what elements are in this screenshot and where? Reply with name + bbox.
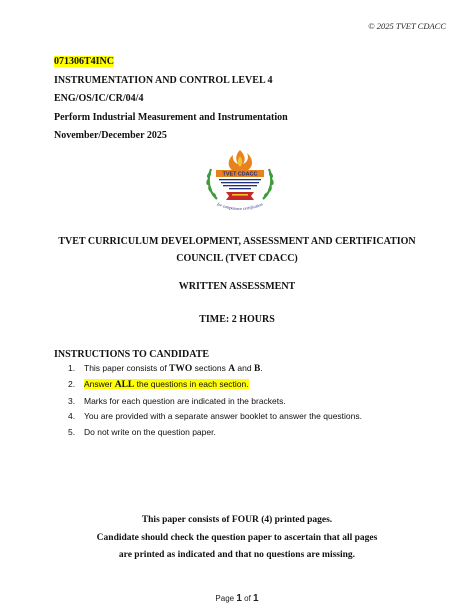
qualification-title: INSTRUMENTATION AND CONTROL LEVEL 4	[54, 74, 273, 86]
council-name: TVET CURRICULUM DEVELOPMENT, ASSESSMENT AND CERTIFICATION COUNCIL (TVET CDACC)	[58, 236, 416, 264]
copyright-notice: © 2025 TVET CDACC	[368, 21, 446, 31]
exam-session: November/December 2025	[54, 130, 167, 142]
instruction-item: 1. This paper consists of TWO sections A and B.	[68, 363, 263, 374]
instruction-item: 3. Marks for each question are indicated in the brackets.	[68, 395, 286, 406]
tvet-cdacc-logo-icon	[199, 147, 281, 217]
instruction-item: 2. Answer ALL the questions in each section.	[68, 379, 249, 391]
instructions-list	[68, 363, 448, 442]
svg-text:for competence certification	[217, 201, 264, 211]
logo-banner-text: TVET CDACC	[222, 171, 258, 178]
exam-duration: TIME: 2 HOURS	[199, 314, 275, 325]
logo-tagline: for competence certification	[216, 201, 264, 212]
instruction-item: 4. You are provided with a separate answer booklet to answer the questions.	[68, 411, 362, 422]
unit-code: ENG/OS/IC/CR/04/4	[54, 93, 144, 105]
exam-header	[54, 55, 434, 148]
page-number: Page 1 of 1	[215, 593, 259, 604]
instruction-item: 5. Do not write on the question paper.	[68, 426, 216, 437]
exam-code: 071306T4INC	[54, 56, 115, 67]
instructions-title: INSTRUCTIONS TO CANDIDATE	[54, 349, 210, 360]
unit-name: Perform Industrial Measurement and Instrumentation	[54, 111, 288, 123]
assessment-type: WRITTEN ASSESSMENT	[178, 281, 296, 292]
paper-notice: This paper consists of FOUR (4) printed pages. Candidate should check the question paper to ascertain that all pages are printed as indicated and that no questions are missing.	[96, 515, 378, 560]
